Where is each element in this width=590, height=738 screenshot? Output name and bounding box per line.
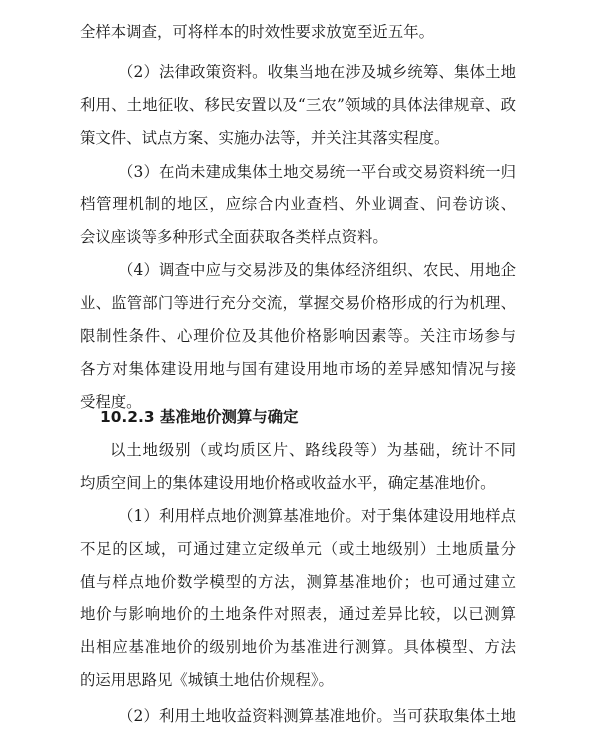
- text-line: 限制性条件、心理价位及其他价格影响因素等。关注市场参与: [80, 327, 516, 345]
- text-line: 值与样点地价数学模型的方法，测算基准地价；也可通过建立: [80, 573, 516, 591]
- paragraph-first-line: （4）调查中应与交易涉及的集体经济组织、农民、用地企: [118, 261, 516, 279]
- paragraph-first-line: （2）利用土地收益资料测算基准地价。当可获取集体土地: [118, 707, 516, 725]
- text-line: 受程度。: [80, 393, 142, 411]
- text-line: 均质空间上的集体建设用地价格或收益水平，确定基准地价。: [80, 474, 496, 492]
- text-line: 不足的区域，可通过建立定级单元（或土地级别）土地质量分: [80, 540, 516, 558]
- text-line: 地价与影响地价的土地条件对照表，通过差异比较，以已测算: [80, 605, 516, 623]
- text-line: 出相应基准地价的级别地价为基准进行测算。具体模型、方法: [80, 638, 516, 656]
- text-line: 全样本调查，可将样本的时效性要求放宽至近五年。: [80, 23, 434, 41]
- paragraph-first-line: （1）利用样点地价测算基准地价。对于集体建设用地样点: [118, 507, 516, 525]
- paragraph-first-line: （2）法律政策资料。收集当地在涉及城乡统筹、集体土地: [118, 63, 516, 81]
- text-line: 各方对集体建设用地与国有建设用地市场的差异感知情况与接: [80, 360, 516, 378]
- text-line: 档管理机制的地区，应综合内业查档、外业调查、问卷访谈、: [80, 195, 516, 213]
- text-line: 会议座谈等多种形式全面获取各类样点资料。: [80, 228, 388, 246]
- paragraph-first-line: 以土地级别（或均质区片、路线段等）为基础，统计不同: [110, 441, 516, 459]
- text-line: 的运用思路见《城镇土地估价规程》。: [80, 671, 334, 689]
- text-line: 业、监管部门等进行充分交流，掌握交易价格形成的行为机理、: [80, 294, 516, 312]
- text-line: 策文件、试点方案、实施办法等，并关注其落实程度。: [80, 129, 450, 147]
- text-line: 利用、土地征收、移民安置以及“三农”领域的具体法律规章、政: [80, 96, 516, 114]
- section-heading: 10.2.3 基准地价测算与确定: [100, 408, 299, 426]
- paragraph-first-line: （3）在尚未建成集体土地交易统一平台或交易资料统一归: [118, 163, 516, 181]
